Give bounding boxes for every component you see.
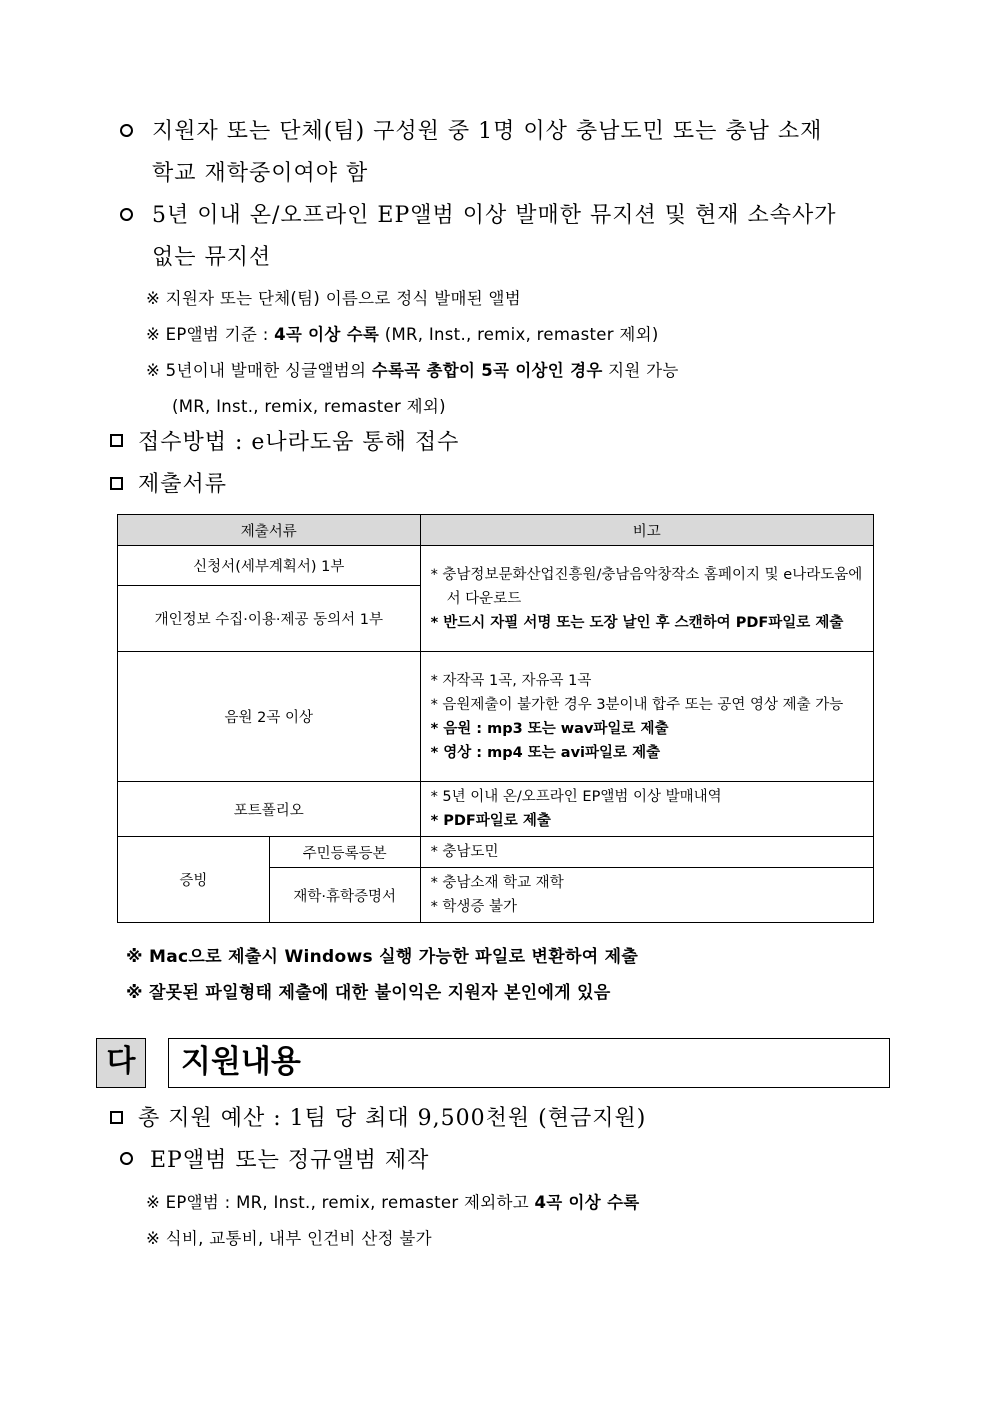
table-row: [118, 546, 874, 586]
circle-bullet-icon: [120, 208, 133, 221]
support-item-1: EP앨범 또는 정규앨범 제작: [150, 1148, 430, 1173]
support-note-2: ※ 식비, 교통비, 내부 인건비 산정 불가: [146, 1229, 432, 1248]
circle-bullet-icon: [120, 1152, 133, 1165]
support-note-1: ※ EP앨범 : MR, Inst., remix, remaster 제외하고 4곡 이상 수록: [146, 1193, 640, 1212]
eligibility-item-1-line-2: 학교 재학중이여야 함: [152, 161, 369, 186]
square-bullet-icon: [110, 434, 123, 447]
doc-portfolio: 포트폴리오: [118, 782, 421, 837]
remarks-portfolio: * 5년 이내 온/오프라인 EP앨범 이상 발매내역 * PDF파일로 제출: [420, 782, 873, 837]
table-row: [118, 837, 874, 868]
doc-privacy-consent: 개인정보 수집·이용·제공 동의서 1부: [118, 586, 421, 652]
square-bullet-icon: [110, 477, 123, 490]
section-title: 지원내용: [168, 1038, 890, 1088]
eligibility-note-2: ※ EP앨범 기준 : 4곡 이상 수록 (MR, Inst., remix, remaster 제외): [146, 325, 659, 344]
header-remarks: 비고: [420, 515, 873, 546]
eligibility-item-1-line-1: 지원자 또는 단체(팀) 구성원 중 1명 이상 충남도민 또는 충남 소재: [152, 119, 823, 144]
eligibility-note-1: ※ 지원자 또는 단체(팀) 이름으로 정식 발매된 앨범: [146, 289, 521, 308]
eligibility-note-3: ※ 5년이내 발매한 싱글앨범의 수록곡 총합이 5곡 이상인 경우 지원 가능: [146, 361, 679, 380]
remarks-forms: * 충남정보문화산업진흥원/충남음악창작소 홈페이지 및 e나라도움에서 다운로드 * 반드시 자필 서명 또는 도장 날인 후 스캔하여 PDF파일로 제출: [420, 546, 873, 652]
doc-proof: 증빙: [118, 837, 270, 923]
remarks-audio: * 자작곡 1곡, 자유곡 1곡 * 음원제출이 불가한 경우 3분이내 합주 또는 공연 영상 제출 가능 * 음원 : mp3 또는 wav파일로 제출 * 영상 : mp4 또는 avi파일로 제출: [420, 652, 873, 782]
table-row: [118, 652, 874, 782]
circle-bullet-icon: [120, 124, 133, 137]
table-row: [118, 782, 874, 837]
eligibility-item-2-line-2: 없는 뮤지션: [152, 245, 272, 270]
support-budget: 총 지원 예산 : 1팀 당 최대 9,500천원 (현금지원): [138, 1106, 647, 1131]
eligibility-note-3-line-2: (MR, Inst., remix, remaster 제외): [172, 397, 446, 416]
documents-heading: 제출서류: [138, 472, 228, 497]
remarks-enrollment: * 충남소재 학교 재학 * 학생증 불가: [420, 868, 873, 923]
doc-application-form: 신청서(세부계획서) 1부: [118, 546, 421, 586]
square-bullet-icon: [110, 1111, 123, 1124]
header-documents: 제출서류: [118, 515, 421, 546]
warning-mac: ※ Mac으로 제출시 Windows 실행 가능한 파일로 변환하여 제출: [126, 947, 639, 967]
warning-file-format: ※ 잘못된 파일형태 제출에 대한 불이익은 지원자 본인에게 있음: [126, 983, 611, 1003]
remarks-resident: * 충남도민: [420, 837, 873, 868]
doc-resident-registration: 주민등록등본: [269, 837, 420, 868]
section-letter: 다: [96, 1038, 146, 1088]
doc-audio: 음원 2곡 이상: [118, 652, 421, 782]
application-method: 접수방법 : e나라도움 통해 접수: [138, 430, 460, 455]
documents-table: [117, 514, 874, 923]
eligibility-item-2-line-1: 5년 이내 온/오프라인 EP앨범 이상 발매한 뮤지션 및 현재 소속사가: [152, 203, 837, 228]
doc-enrollment-certificate: 재학·휴학증명서: [269, 868, 420, 923]
table-header-row: [118, 515, 874, 546]
